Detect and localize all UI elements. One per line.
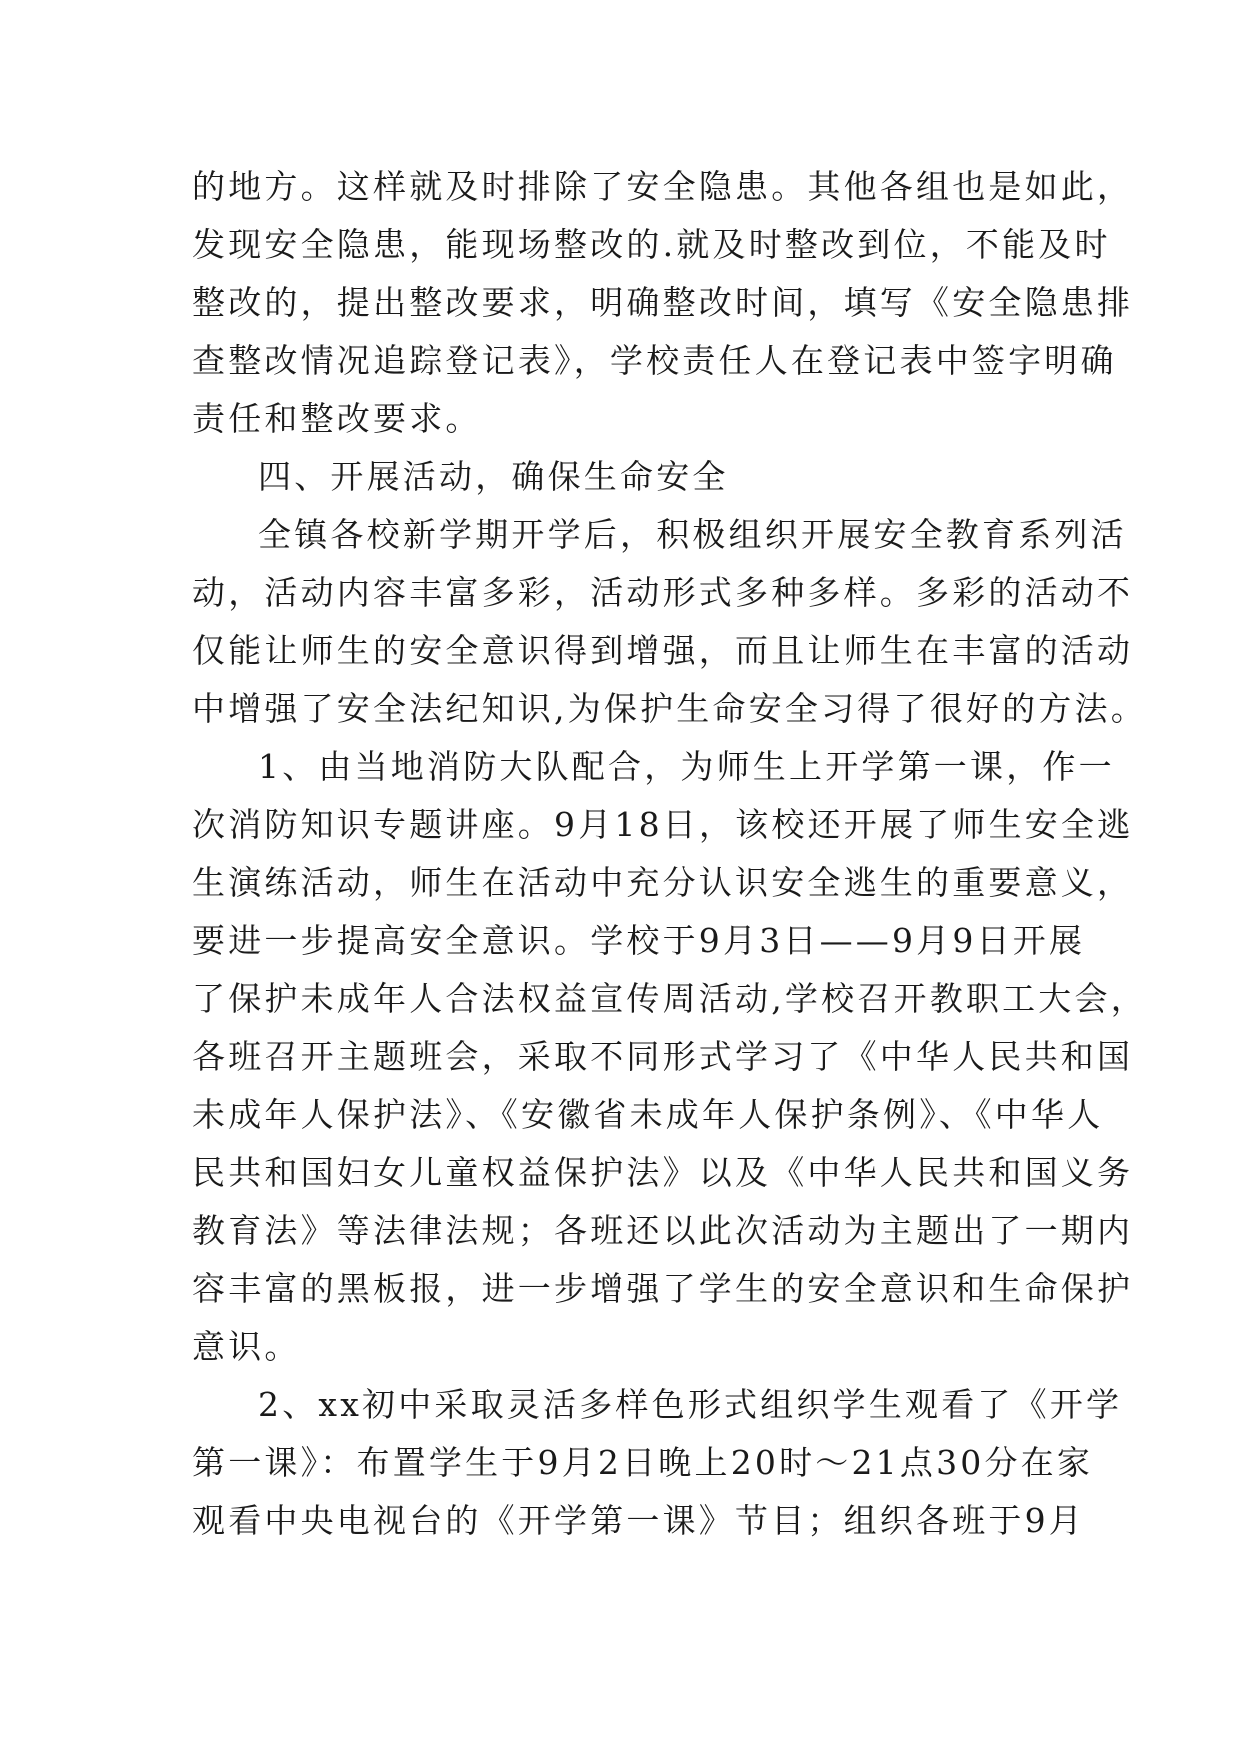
text-line: 中增强了安全法纪知识,为保护生命安全习得了很好的方法。 <box>192 689 1147 728</box>
section-heading: 四、开展活动，确保生命安全 <box>258 457 729 496</box>
text-line: 动，活动内容丰富多彩，活动形式多种多样。多彩的活动不 <box>192 573 1134 612</box>
text-line: 要进一步提高安全意识。学校于9月3日——9月9日开展 <box>192 921 1086 960</box>
text-line: 次消防知识专题讲座。9月18日，该校还开展了师生安全逃 <box>192 805 1134 844</box>
text-line: 的地方。这样就及时排除了安全隐患。其他各组也是如此， <box>192 167 1134 206</box>
text-line: 责任和整改要求。 <box>192 399 482 438</box>
text-line: 教育法》等法律法规；各班还以此次活动为主题出了一期内 <box>192 1211 1134 1250</box>
text-line: 意识。 <box>192 1327 301 1366</box>
text-line: 第一课》：布置学生于9月2日晚上20时～21点30分在家 <box>192 1443 1094 1482</box>
text-line: 发现安全隐患，能现场整改的.就及时整改到位，不能及时 <box>192 225 1111 264</box>
text-line: 未成年人保护法》、《安徽省未成年人保护条例》、《中华人 <box>192 1095 1104 1134</box>
text-line: 查整改情况追踪登记表》，学校责任人在登记表中签字明确 <box>192 341 1117 380</box>
text-line: 仅能让师生的安全意识得到增强，而且让师生在丰富的活动 <box>192 631 1134 670</box>
paragraph-start: 1、由当地消防大队配合，为师生上开学第一课，作一 <box>258 747 1115 786</box>
text-line: 容丰富的黑板报，进一步增强了学生的安全意识和生命保护 <box>192 1269 1134 1308</box>
text-line: 观看中央电视台的《开学第一课》节目；组织各班于9月 <box>192 1501 1085 1540</box>
text-line: 了保护未成年人合法权益宣传周活动,学校召开教职工大会， <box>192 979 1147 1018</box>
text-line: 整改的，提出整改要求，明确整改时间，填写《安全隐患排 <box>192 283 1134 322</box>
text-line: 民共和国妇女儿童权益保护法》以及《中华人民共和国义务 <box>192 1153 1134 1192</box>
text-line: 生演练活动，师生在活动中充分认识安全逃生的重要意义， <box>192 863 1134 902</box>
text-line: 各班召开主题班会，采取不同形式学习了《中华人民共和国 <box>192 1037 1134 1076</box>
body-text <box>192 158 1147 1550</box>
paragraph-start: 2、xx初中采取灵活多样色形式组织学生观看了《开学 <box>258 1385 1123 1424</box>
paragraph-start: 全镇各校新学期开学后，积极组织开展安全教育系列活 <box>258 515 1127 554</box>
